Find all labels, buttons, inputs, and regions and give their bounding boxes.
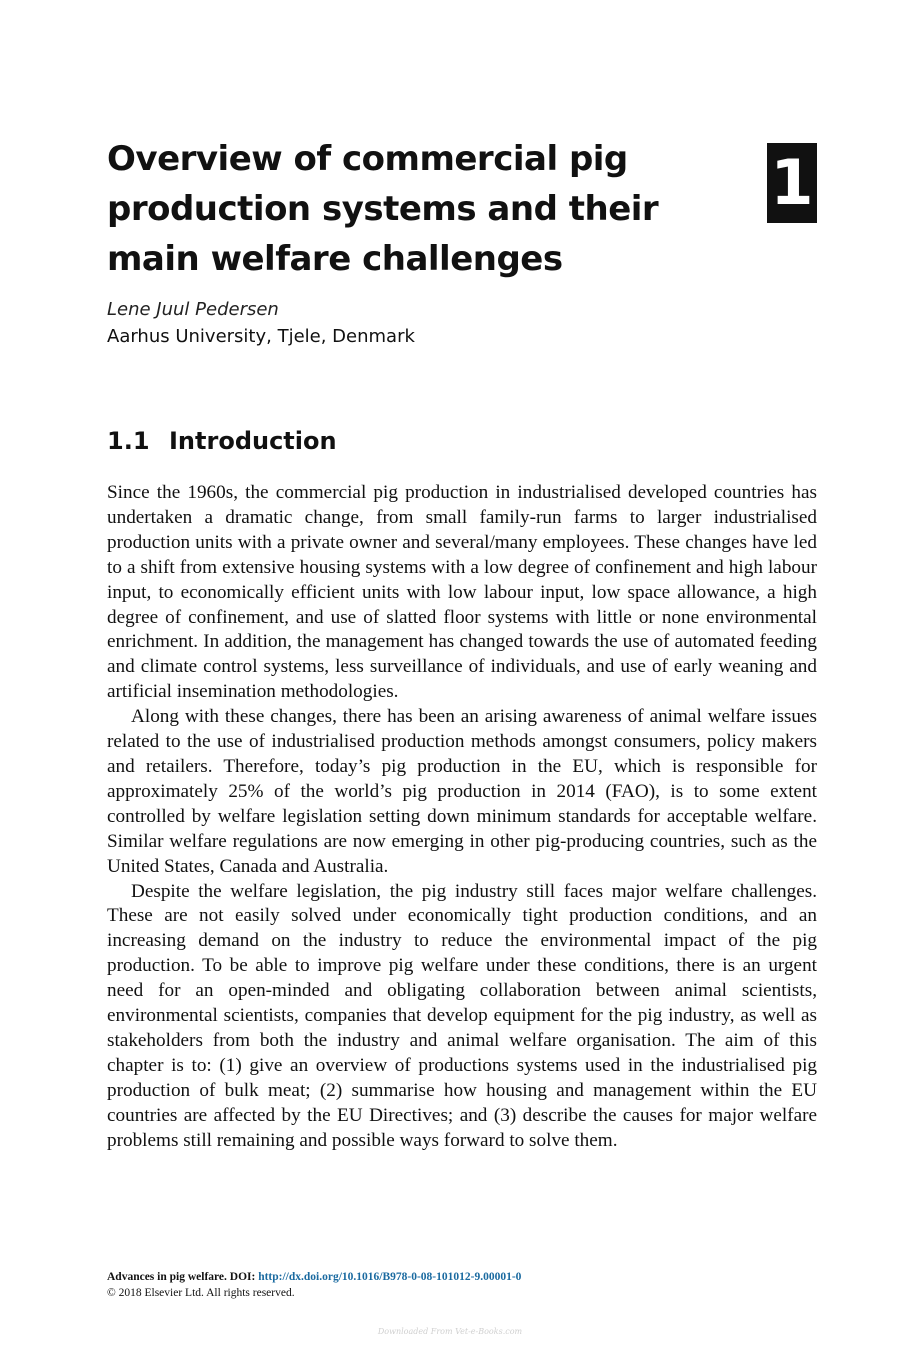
author-affiliation: Aarhus University, Tjele, Denmark: [107, 326, 415, 347]
chapter-title: [107, 134, 707, 284]
book-citation: Advances in pig welfare. DOI:: [107, 1271, 256, 1283]
section-title: Introduction: [169, 427, 337, 455]
body-text: [107, 481, 817, 1153]
doi-link[interactable]: http://dx.doi.org/10.1016/B978-0-08-101012-9.00001-0: [258, 1271, 522, 1283]
section-number: 1.1: [107, 427, 150, 455]
chapter-title-line: main welfare challenges: [107, 239, 563, 279]
paragraph: Since the 1960s, the commercial pig production in industrialised developed countries has undertaken a dramatic change, from small family-run farms to larger industrialised production units with a private owner and several/many employees. These changes have led to a shift from extensive housing systems with a low degree of confinement and high labour input, to economically efficient units with low labour input, low space allowance, a high degree of confinement, and use of slatted floor systems with little or none environmental enrichment. In addition, the management has changed towards the use of automated feeding and climate control systems, less surveillance of individuals, and use of early weaning and artificial insemination methodologies.: [107, 482, 817, 703]
paragraph: Despite the welfare legislation, the pig industry still faces major welfare challenges. These are not easily solved under economically tight production conditions, and an increasing demand on the industry to reduce the environmental impact of the pig production. To be able to improve pig welfare under these conditions, there is an urgent need for an open-minded and obligating collaboration between animal scientists, environmental scientists, companies that develop equipment for the pig industry, as well as stakeholders from both the industry and animal welfare organisation. The aim of this chapter is to: (1) give an overview of productions systems used in the industrialised pig production of bulk meat; (2) summarise how housing and management within the EU countries are affected by the EU Directives; and (3) describe the causes for major welfare problems still remaining and possible ways forward to solve them.: [107, 880, 817, 1151]
citation-line: [107, 1269, 817, 1285]
copyright-notice: © 2018 Elsevier Ltd. All rights reserved.: [107, 1287, 295, 1299]
watermark-text: Downloaded From Vet-e-Books.com: [377, 1327, 523, 1336]
chapter-number-badge: 1: [767, 143, 817, 223]
section-heading: [107, 424, 337, 458]
page-footer: [107, 1269, 817, 1301]
chapter-title-line: production systems and their: [107, 189, 659, 229]
paragraph: Along with these changes, there has been an arising awareness of animal welfare issues related to the use of industrialised production methods amongst consumers, policy makers and retailers. Therefore, today’s pig production in the EU, which is responsible for approximately 25% of the world’s pig production in 2014 (FAO), is to some extent controlled by welfare legislation setting down minimum standards for acceptable welfare. Similar welfare regulations are now emerging in other pig-producing countries, such as the United States, Canada and Australia.: [107, 706, 817, 877]
chapter-title-line: Overview of commercial pig: [107, 139, 628, 179]
author-name: Lene Juul Pedersen: [107, 299, 279, 320]
